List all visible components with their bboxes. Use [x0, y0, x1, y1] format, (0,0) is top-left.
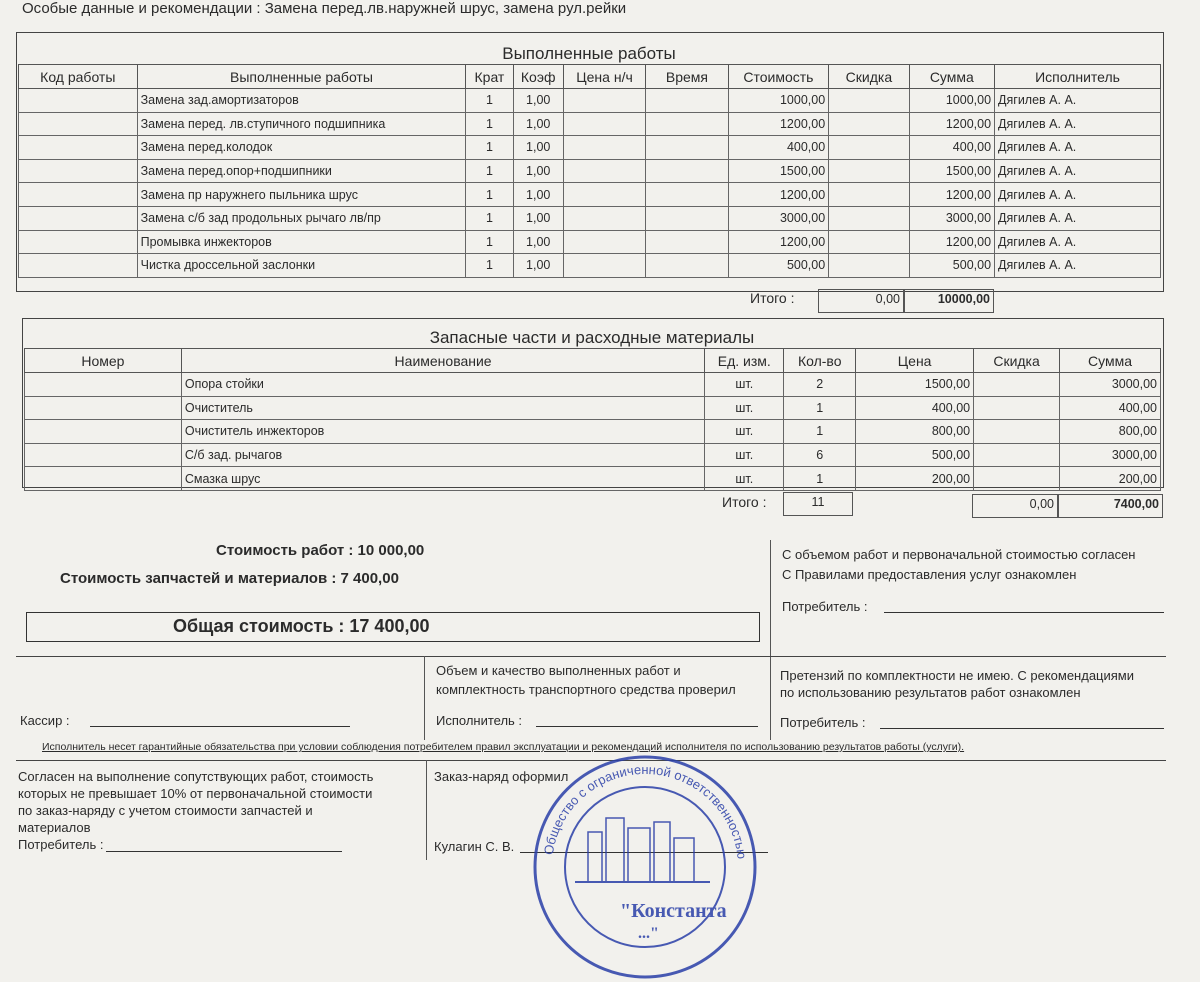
parts-sum-cell: 400,00 [1060, 396, 1161, 420]
quality-line-2: комплектность транспортного средства проверил [436, 682, 736, 697]
parts-number-cell [25, 373, 182, 397]
works-code-cell [19, 254, 138, 278]
works-price-cell [563, 112, 645, 136]
footer-consumer-label: Потребитель : [18, 837, 104, 852]
works-time-cell [646, 136, 728, 160]
works-cost-cell: 1200,00 [728, 112, 829, 136]
works-discount-cell [829, 230, 909, 254]
col-unit: Ед. изм. [705, 349, 784, 373]
works-price-cell [563, 206, 645, 230]
parts-price-cell: 200,00 [856, 467, 974, 491]
works-time-cell [646, 230, 728, 254]
works-discount-cell [829, 136, 909, 160]
parts-discount-cell [974, 467, 1060, 491]
works-total-sum: 10000,00 [904, 289, 994, 313]
table-row [25, 396, 1161, 420]
executor-signature-line[interactable] [536, 726, 758, 727]
parts-discount-cell [974, 396, 1060, 420]
parts-name-cell: Смазка шрус [181, 467, 704, 491]
works-time-cell [646, 206, 728, 230]
col-price: Цена [856, 349, 974, 373]
parts-price-cell: 400,00 [856, 396, 974, 420]
col-time: Время [646, 65, 728, 89]
parts-name-cell: Опора стойки [181, 373, 704, 397]
col-qty: Кол-во [784, 349, 856, 373]
works-total-discount: 0,00 [818, 289, 904, 313]
works-price-cell [563, 230, 645, 254]
works-krat-cell: 1 [466, 159, 513, 183]
works-cost-cell: 500,00 [728, 254, 829, 278]
claims-signature-line[interactable] [880, 728, 1164, 729]
divider [426, 760, 427, 860]
parts-name-cell: Очиститель инжекторов [181, 420, 704, 444]
agree-line-3: по заказ-наряду с учетом стоимости запчастей и [18, 803, 313, 818]
table-row [19, 254, 1161, 278]
works-koef-cell: 1,00 [513, 254, 563, 278]
works-price-cell [563, 89, 645, 113]
parts-header-row [25, 349, 1161, 373]
agree-line-2: которых не превышает 10% от первоначальной стоимости [18, 786, 373, 801]
works-title: Выполненные работы [502, 44, 676, 63]
parts-qty-cell: 1 [784, 396, 856, 420]
consent-line-1: С объемом работ и первоначальной стоимостью согласен [782, 547, 1136, 562]
works-sum-cell: 1000,00 [909, 89, 994, 113]
footer-consumer-signature-line[interactable] [106, 851, 342, 852]
parts-total-sum: 7400,00 [1058, 494, 1163, 518]
works-discount-cell [829, 112, 909, 136]
claims-consumer-label: Потребитель : [780, 715, 866, 730]
table-row [19, 230, 1161, 254]
works-price-cell [563, 159, 645, 183]
works-krat-cell: 1 [466, 89, 513, 113]
works-sum-cell: 1200,00 [909, 183, 994, 207]
works-sum-cell: 1500,00 [909, 159, 994, 183]
parts-price-cell: 800,00 [856, 420, 974, 444]
works-worker-cell: Дягилев А. А. [995, 89, 1161, 113]
works-code-cell [19, 159, 138, 183]
parts-discount-cell [974, 420, 1060, 444]
claims-line-1: Претензий по комплектности не имею. С рекомендациями [780, 668, 1135, 683]
works-koef-cell: 1,00 [513, 159, 563, 183]
divider [770, 540, 771, 740]
works-code-cell [19, 89, 138, 113]
col-parts-discount: Скидка [974, 349, 1060, 373]
works-sum-cell: 3000,00 [909, 206, 994, 230]
consent-consumer-label: Потребитель : [782, 599, 868, 614]
cashier-label: Кассир : [20, 713, 70, 728]
works-koef-cell: 1,00 [513, 136, 563, 160]
parts-number-cell [25, 396, 182, 420]
works-worker-cell: Дягилев А. А. [995, 112, 1161, 136]
parts-table [24, 348, 1161, 491]
table-row [25, 443, 1161, 467]
works-koef-cell: 1,00 [513, 183, 563, 207]
works-name-cell: Замена пр наружнего пыльника шрус [137, 183, 466, 207]
agree-line-4: материалов [18, 820, 91, 835]
works-krat-cell: 1 [466, 230, 513, 254]
works-cost-cell: 400,00 [728, 136, 829, 160]
works-code-cell [19, 112, 138, 136]
works-total-label: Итого : [750, 290, 795, 306]
stamp-inner-ring [565, 787, 725, 947]
company-stamp [530, 752, 760, 982]
table-row [19, 112, 1161, 136]
stamp-company-name: "Константа [620, 900, 727, 922]
works-cost-cell: 3000,00 [728, 206, 829, 230]
grand-total: Общая стоимость : 17 400,00 [173, 616, 430, 636]
works-worker-cell: Дягилев А. А. [995, 254, 1161, 278]
works-time-cell [646, 89, 728, 113]
grand-total-box [26, 612, 760, 642]
col-cost: Стоимость [728, 65, 829, 89]
works-price-cell [563, 136, 645, 160]
works-price-cell [563, 254, 645, 278]
works-time-cell [646, 254, 728, 278]
parts-unit-cell: шт. [705, 396, 784, 420]
works-discount-cell [829, 183, 909, 207]
table-row [19, 206, 1161, 230]
parts-discount-cell [974, 443, 1060, 467]
works-time-cell [646, 112, 728, 136]
col-discount: Скидка [829, 65, 909, 89]
table-row [25, 420, 1161, 444]
parts-qty-cell: 2 [784, 373, 856, 397]
parts-price-cell: 500,00 [856, 443, 974, 467]
claims-line-2: по использованию результатов работ ознакомлен [780, 685, 1081, 700]
parts-sum-cell: 3000,00 [1060, 443, 1161, 467]
col-name: Наименование [181, 349, 704, 373]
cashier-signature-line[interactable] [90, 726, 350, 727]
col-work: Выполненные работы [137, 65, 466, 89]
works-name-cell: Промывка инжекторов [137, 230, 466, 254]
table-row [19, 136, 1161, 160]
works-worker-cell: Дягилев А. А. [995, 230, 1161, 254]
works-worker-cell: Дягилев А. А. [995, 136, 1161, 160]
parts-price-cell: 1500,00 [856, 373, 974, 397]
works-cost-cell: 1200,00 [728, 230, 829, 254]
table-row [19, 89, 1161, 113]
works-koef-cell: 1,00 [513, 230, 563, 254]
parts-number-cell [25, 420, 182, 444]
works-worker-cell: Дягилев А. А. [995, 206, 1161, 230]
works-sum-cell: 400,00 [909, 136, 994, 160]
works-discount-cell [829, 206, 909, 230]
works-koef-cell: 1,00 [513, 89, 563, 113]
works-krat-cell: 1 [466, 254, 513, 278]
parts-qty-cell: 1 [784, 467, 856, 491]
works-header-row [19, 65, 1161, 89]
works-krat-cell: 1 [466, 136, 513, 160]
works-koef-cell: 1,00 [513, 206, 563, 230]
works-name-cell: Замена с/б зад продольных рычаго лв/пр [137, 206, 466, 230]
parts-name-cell: С/б зад. рычагов [181, 443, 704, 467]
works-name-cell: Замена зад.амортизаторов [137, 89, 466, 113]
works-discount-cell [829, 254, 909, 278]
works-discount-cell [829, 159, 909, 183]
parts-discount-cell [974, 373, 1060, 397]
works-name-cell: Замена перед. лв.ступичного подшипника [137, 112, 466, 136]
works-cost-cell: 1200,00 [728, 183, 829, 207]
works-name-cell: Чистка дроссельной заслонки [137, 254, 466, 278]
works-cost-summary: Стоимость работ : 10 000,00 [216, 542, 425, 559]
col-number: Номер [25, 349, 182, 373]
parts-total-label: Итого : [722, 494, 767, 510]
parts-title: Запасные части и расходные материалы [429, 328, 755, 347]
parts-number-cell [25, 443, 182, 467]
col-krat: Крат [466, 65, 513, 89]
works-sum-cell: 1200,00 [909, 112, 994, 136]
parts-sum-cell: 800,00 [1060, 420, 1161, 444]
parts-total-qty: 11 [783, 492, 853, 516]
col-sum: Сумма [909, 65, 994, 89]
works-time-cell [646, 183, 728, 207]
stamp-outer-ring [535, 757, 755, 977]
works-koef-cell: 1,00 [513, 112, 563, 136]
special-notes-label: Особые данные и рекомендации : [22, 0, 261, 17]
works-name-cell: Замена перед.колодок [137, 136, 466, 160]
consent-line-2: С Правилами предоставления услуг ознакомлен [782, 567, 1077, 582]
col-price-hour: Цена н/ч [563, 65, 645, 89]
quality-line-1: Объем и качество выполненных работ и [436, 663, 681, 678]
works-krat-cell: 1 [466, 112, 513, 136]
manager-name: Кулагин С. В. [434, 839, 515, 854]
works-code-cell [19, 206, 138, 230]
works-sum-cell: 1200,00 [909, 230, 994, 254]
parts-sum-cell: 3000,00 [1060, 373, 1161, 397]
order-issued-label: Заказ-наряд оформил [434, 769, 569, 784]
works-sum-cell: 500,00 [909, 254, 994, 278]
col-worker: Исполнитель [995, 65, 1161, 89]
parts-name-cell: Очиститель [181, 396, 704, 420]
works-cost-cell: 1500,00 [728, 159, 829, 183]
works-code-cell [19, 183, 138, 207]
parts-unit-cell: шт. [705, 420, 784, 444]
special-notes-value: Замена перед.лв.наружней шрус, замена рул.рейки [264, 0, 627, 17]
stamp-tail: ..." [638, 925, 659, 942]
parts-total-discount: 0,00 [972, 494, 1058, 518]
works-time-cell [646, 159, 728, 183]
table-row [25, 467, 1161, 491]
consent-signature-line[interactable] [884, 612, 1164, 613]
table-row [25, 373, 1161, 397]
parts-qty-cell: 6 [784, 443, 856, 467]
works-krat-cell: 1 [466, 183, 513, 207]
works-discount-cell [829, 89, 909, 113]
parts-cost-summary: Стоимость запчастей и материалов : 7 400,00 [60, 570, 399, 587]
col-code: Код работы [19, 65, 138, 89]
works-table [18, 64, 1161, 278]
executor-label: Исполнитель : [436, 713, 523, 728]
parts-unit-cell: шт. [705, 373, 784, 397]
parts-unit-cell: шт. [705, 467, 784, 491]
parts-number-cell [25, 467, 182, 491]
building-icon [575, 818, 710, 882]
guarantee-note: Исполнитель несет гарантийные обязательства при условии соблюдения потребителем правил эксплуатации и рекомендаций исполнителя по использованию результатов работы (услуги). [42, 741, 965, 753]
parts-unit-cell: шт. [705, 443, 784, 467]
works-price-cell [563, 183, 645, 207]
col-koef: Коэф [513, 65, 563, 89]
table-row [19, 159, 1161, 183]
works-code-cell [19, 230, 138, 254]
works-cost-cell: 1000,00 [728, 89, 829, 113]
table-row [19, 183, 1161, 207]
divider [424, 656, 425, 740]
works-worker-cell: Дягилев А. А. [995, 183, 1161, 207]
works-code-cell [19, 136, 138, 160]
col-parts-sum: Сумма [1060, 349, 1161, 373]
works-name-cell: Замена перед.опор+подшипники [137, 159, 466, 183]
special-notes [22, 0, 626, 17]
divider [16, 656, 1166, 657]
stamp-ring-text: Общество с ограниченной ответственностью [540, 761, 750, 860]
works-krat-cell: 1 [466, 206, 513, 230]
works-worker-cell: Дягилев А. А. [995, 159, 1161, 183]
parts-qty-cell: 1 [784, 420, 856, 444]
agree-line-1: Согласен на выполнение сопутствующих работ, стоимость [18, 769, 374, 784]
parts-sum-cell: 200,00 [1060, 467, 1161, 491]
